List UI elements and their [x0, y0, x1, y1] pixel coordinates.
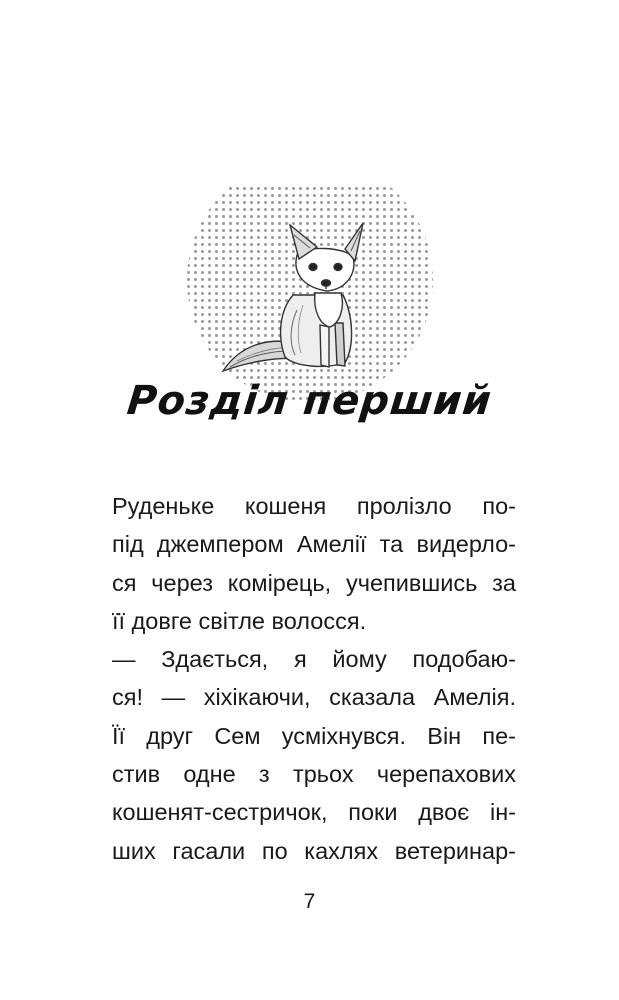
text-line: ся через комірець, учепившись за: [112, 569, 516, 596]
text-line: під джемпером Амелії та видерло-: [112, 531, 516, 558]
text-line: стив одне з трьох черепахових: [112, 761, 516, 788]
text-line: ших гасали по кахлях ветеринар-: [112, 837, 516, 864]
text-line: — Здається, я йому подобаю-: [112, 646, 516, 673]
text-line: її довге світле волосся.: [112, 607, 367, 634]
text-line: ся! — хіхікаючи, сказала Амелія.: [112, 684, 516, 711]
chapter-body-text: [112, 487, 516, 870]
chapter-title: Розділ перший: [124, 378, 495, 424]
page-number: 7: [303, 890, 316, 913]
text-line: Її друг Сем усміхнувся. Він пе-: [112, 722, 516, 749]
fox-cub-icon: [185, 185, 435, 405]
text-line: Руденьке кошеня пролізло по-: [112, 493, 516, 519]
text-line: кошенят-сестричок, поки двоє ін-: [112, 799, 516, 826]
